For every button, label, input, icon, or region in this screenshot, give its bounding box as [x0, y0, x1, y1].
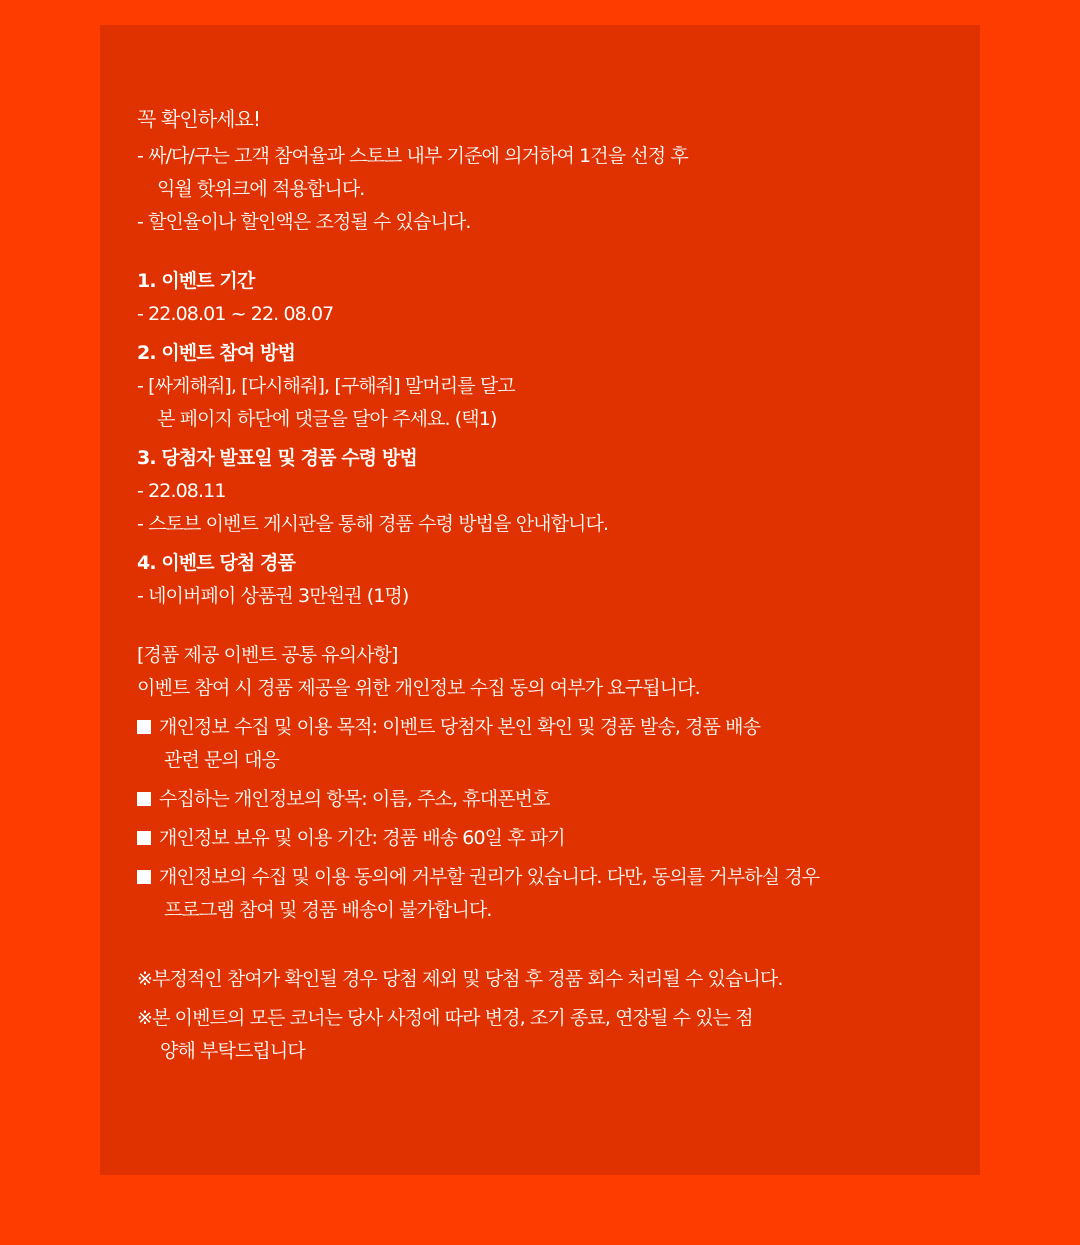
caution-bullet-cont: 관련 문의 대응: [164, 749, 280, 771]
section-line: - [싸게해줘], [다시해줘], [구해줘] 말머리를 달고: [137, 375, 515, 397]
square-bullet-icon: [137, 870, 151, 884]
caution-heading: [경품 제공 이벤트 공통 유의사항]: [137, 644, 398, 666]
section-heading-method: 2. 이벤트 참여 방법: [137, 342, 295, 364]
notice-line: - 싸/다/구는 고객 참여율과 스토브 내부 기준에 의거하여 1건을 선정 후: [137, 145, 688, 167]
square-bullet-icon: [137, 792, 151, 806]
section-line: - 22.08.11: [137, 480, 226, 502]
caution-intro: 이벤트 참여 시 경품 제공을 위한 개인정보 수집 동의 여부가 요구됩니다.: [137, 677, 700, 699]
notice-line: - 할인율이나 할인액은 조정될 수 있습니다.: [137, 211, 471, 233]
square-bullet-icon: [137, 831, 151, 845]
square-bullet-icon: [137, 720, 151, 734]
section-line: - 스토브 이벤트 게시판을 통해 경품 수령 방법을 안내합니다.: [137, 513, 609, 535]
notice-line: 익월 핫위크에 적용합니다.: [157, 178, 365, 200]
section-line: - 네이버페이 상품권 3만원권 (1명): [137, 585, 409, 607]
section-line: 본 페이지 하단에 댓글을 달아 주세요. (택1): [157, 408, 497, 430]
note-line: ※부정적인 참여가 확인될 경우 당첨 제외 및 당첨 후 경품 회수 처리될 수 있습니다.: [137, 968, 783, 990]
note-line: ※본 이벤트의 모든 코너는 당사 사정에 따라 변경, 조기 종료, 연장될 수 있는 점: [137, 1007, 753, 1029]
caution-bullet: 수집하는 개인정보의 항목: 이름, 주소, 휴대폰번호: [137, 783, 980, 816]
section-heading-prize: 4. 이벤트 당첨 경품: [137, 552, 295, 574]
section-line: - 22.08.01 ~ 22. 08.07: [137, 303, 334, 325]
notice-title: 꼭 확인하세요!: [137, 107, 261, 131]
caution-bullet: 개인정보 보유 및 이용 기간: 경품 배송 60일 후 파기: [137, 822, 980, 855]
caution-bullet: 개인정보의 수집 및 이용 동의에 거부할 권리가 있습니다. 다만, 동의를 거부하실 경우: [137, 861, 980, 894]
caution-bullet: 개인정보 수집 및 이용 목적: 이벤트 당첨자 본인 확인 및 경품 발송, 경품 배송: [137, 711, 980, 744]
note-line-cont: 양해 부탁드립니다: [160, 1040, 305, 1062]
caution-bullet-cont: 프로그램 참여 및 경품 배송이 불가합니다.: [164, 899, 492, 921]
section-heading-period: 1. 이벤트 기간: [137, 270, 255, 292]
section-heading-announcement: 3. 당첨자 발표일 및 경품 수령 방법: [137, 447, 417, 469]
notice-panel: [100, 25, 980, 1175]
